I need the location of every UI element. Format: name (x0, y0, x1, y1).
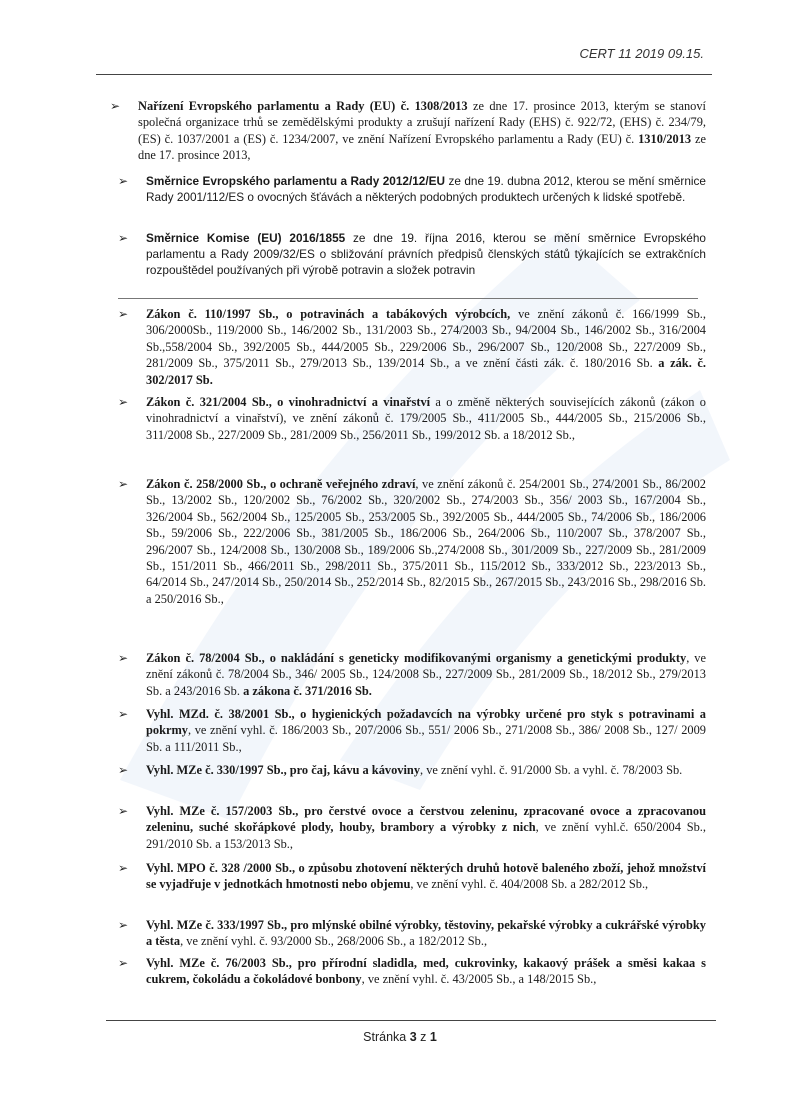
item-title: Nařízení Evropského parlamentu a Rady (EU) č. 1308/2013 (138, 99, 468, 113)
list-item (118, 230, 706, 279)
item-title: Zákon č. 321/2004 Sb., o vinohradnictví a vinařství (146, 395, 431, 409)
bullet-arrow-icon: ➢ (118, 307, 129, 321)
item-text: , ve znění vyhl. č. 186/2003 Sb., 207/2006 Sb., 551/ 2006 Sb., 271/2008 Sb., 386/ 2008 Sb., 127/ 2009 Sb. a 111/2011 Sb., (146, 723, 706, 754)
bullet-arrow-icon: ➢ (118, 804, 129, 818)
item-title: Vyhl. MZe č. 76/2003 Sb., pro přírodní sladidla, med, cukrovinky, kakaový prášek a směsi kakaa s cukrem, čokoládu a čokoládové bonbony (146, 956, 706, 987)
bullet-arrow-icon: ➢ (118, 174, 129, 188)
item-title: Vyhl. MZe č. 333/1997 Sb., pro mlýnské obilné výrobky, těstoviny, pekařské výrobky a cukrářské výrobky a těsta (146, 918, 706, 949)
list-item (118, 306, 706, 388)
bullet-arrow-icon: ➢ (118, 651, 129, 665)
list-item (118, 917, 706, 950)
document-code: CERT 11 2019 09.15. (579, 46, 704, 61)
bullet-arrow-icon: ➢ (110, 99, 121, 113)
item-text: , ve znění vyhl. č. 93/2000 Sb., 268/2006 Sb., a 182/2012 Sb., (180, 934, 488, 949)
item-title: Vyhl. MPO č. 328 /2000 Sb., o způsobu zhotovení některých druhů hotově baleného zboží, jehož množství se vyjadřuje v jednotkách hmotnosti nebo objemu (146, 861, 706, 892)
list-item (118, 173, 706, 205)
page-label: Stránka (363, 1030, 410, 1044)
item-text: a o změně některých souvisejících zákonů (zákon o vinohradnictví a vinařství), ve znění zákonů č. 179/2005 Sb., 411/2005 Sb., 444/2005 Sb., 215/2006 Sb., 311/2008 Sb., 227/2009 Sb., 281/2009 Sb., 256/2011 Sb., 199/2012 Sb. a 18/2012 Sb., (146, 395, 706, 442)
item-title: Vyhl. MZe č. 330/1997 Sb., pro čaj, kávu a kávoviny (146, 763, 421, 777)
list-item (118, 650, 706, 699)
bullet-arrow-icon: ➢ (118, 861, 129, 875)
item-title: Vyhl. MZd. č. 38/2001 Sb., o hygienických požadavcích na výrobky určené pro styk s potravinami a pokrmy (146, 707, 706, 738)
item-text: ze dne 19. dubna 2012, kterou se mění směrnice Rady 2001/112/ES o ovocných šťávách a některých podobných produktech určených k lidské spotřebě. (146, 174, 706, 205)
item-text-2: ze dne 17. prosince 2013, (138, 131, 706, 163)
list-item (118, 955, 706, 988)
item-title: Zákon č. 78/2004 Sb., o nakládání s geneticky modifikovanými organismy a genetickými produkty (146, 651, 687, 665)
item-title-2: a zák. č. 302/2017 Sb. (146, 356, 706, 387)
total-pages: 1 (429, 1030, 437, 1044)
item-title: Zákon č. 258/2000 Sb., o ochraně veřejného zdraví (146, 477, 416, 491)
item-title: Vyhl. MZe č. 157/2003 Sb., pro čerstvé ovoce a čerstvou zeleninu, zpracované ovoce a zpracovanou zeleninu, suché skořápkové plody, houby, brambory a výrobky z nich (146, 804, 706, 835)
section-divider (118, 298, 698, 299)
bullet-arrow-icon: ➢ (118, 763, 129, 777)
item-title: Směrnice Evropského parlamentu a Rady 2012/12/EU (146, 174, 446, 188)
list-item (118, 860, 706, 893)
bullet-arrow-icon: ➢ (118, 395, 129, 409)
item-title-2: a zákona č. 371/2016 Sb. (243, 683, 372, 698)
item-text: , ve znění vyhl. č. 91/2000 Sb. a vyhl. č. 78/2003 Sb. (420, 763, 683, 777)
item-text: , ve znění zákonů č. 78/2004 Sb., 346/ 2005 Sb., 124/2008 Sb., 227/2009 Sb., 281/2009 Sb., 18/2012 Sb., 279/2013 Sb. a 243/2016 Sb. (146, 651, 706, 698)
item-text: ze dne 19. října 2016, kterou se mění směrnice Evropského parlamentu a Rady 2009/32/ES o sbližování právních předpisů členských států týkajících se extrakčních rozpouštědel používaných při výrobě potravin a složek potravin (146, 231, 706, 278)
page-separator: z (416, 1030, 430, 1044)
bullet-arrow-icon: ➢ (118, 707, 129, 721)
list-item (110, 98, 707, 164)
item-text: , ve znění vyhl. č. 404/2008 Sb. a 282/2012 Sb., (410, 877, 649, 892)
list-item (118, 476, 706, 607)
list-item (118, 762, 706, 778)
footer-rule (106, 1020, 716, 1021)
list-item (118, 803, 706, 852)
bullet-arrow-icon: ➢ (118, 956, 129, 970)
item-text: ze dne 17. prosince 2013, kterým se stanoví společná organizace trhů se zemědělskými produkty a zrušují nařízení Rady (EHS) č. 922/72, (EHS) č. 234/79, (ES) č. 1037/2001 a (ES) č. 1234/2007, ve znění Nařízení Evropského parlamentu a Rady (EU) č. (138, 99, 707, 146)
bullet-arrow-icon: ➢ (118, 231, 129, 245)
item-title: Zákon č. 110/1997 Sb., o potravinách a tabákových výrobcích, (146, 307, 511, 321)
list-item (118, 706, 706, 755)
item-text: , ve znění zákonů č. 254/2001 Sb., 274/2001 Sb., 86/2002 Sb., 13/2002 Sb., 120/2002 Sb., 76/2002 Sb., 320/2002 Sb., 274/2003 Sb., 356/ 2003 Sb., 167/2004 Sb., 326/2004 Sb., 562/2004 Sb., 125/2005 Sb., 253/2005 Sb., 392/2005 Sb., 444/2005 Sb., 74/2006 Sb., 186/2006 Sb., 59/2006 Sb., 222/2006 Sb., 381/2005 Sb., 186/2006 Sb., 264/2006 Sb., 110/2007 Sb., 378/2007 Sb., 296/2007 Sb., 124/2008 Sb., 130/2008 Sb., 189/2006 Sb.,274/2008 Sb., 301/2009 Sb., 227/2009 Sb., 281/2009 Sb., 151/2011 Sb., 466/2011 Sb., 298/2011 Sb., 375/2011 Sb., 115/2012 Sb., 333/2012 Sb., 223/2013 Sb., 64/2014 Sb., 247/2014 Sb., 250/2014 Sb., 252/2014 Sb., 82/2015 Sb., 267/2015 Sb., 243/2016 Sb., 298/2016 Sb. a 250/2016 Sb., (146, 477, 706, 606)
bullet-arrow-icon: ➢ (118, 477, 129, 491)
current-page: 3 (409, 1030, 417, 1044)
item-title-2: 1310/2013 (638, 131, 692, 146)
item-text: , ve znění vyhl. č. 43/2005 Sb., a 148/2015 Sb., (361, 972, 597, 987)
list-item (118, 394, 706, 443)
item-title: Směrnice Komise (EU) 2016/1855 (146, 231, 346, 245)
header-rule (96, 74, 712, 75)
page-number (0, 1030, 800, 1044)
item-text: ve znění zákonů č. 166/1999 Sb., 306/2000Sb., 119/2000 Sb., 146/2002 Sb., 131/2003 Sb., 274/2003 Sb., 94/2004 Sb., 146/2002 Sb., 316/2004 Sb.,558/2004 Sb., 392/2005 Sb., 444/2005 Sb., 229/2006 Sb., 296/2007 Sb., 120/2008 Sb., 227/2009 Sb., 281/2009 Sb., 375/2011 Sb., 279/2013 Sb., 139/2014 Sb., a ve znění části zák. č. 180/2016 Sb. (146, 307, 706, 371)
bullet-arrow-icon: ➢ (118, 918, 129, 932)
item-text: , ve znění vyhl.č. 650/2004 Sb., 291/2010 Sb. a 153/2013 Sb., (146, 820, 706, 851)
